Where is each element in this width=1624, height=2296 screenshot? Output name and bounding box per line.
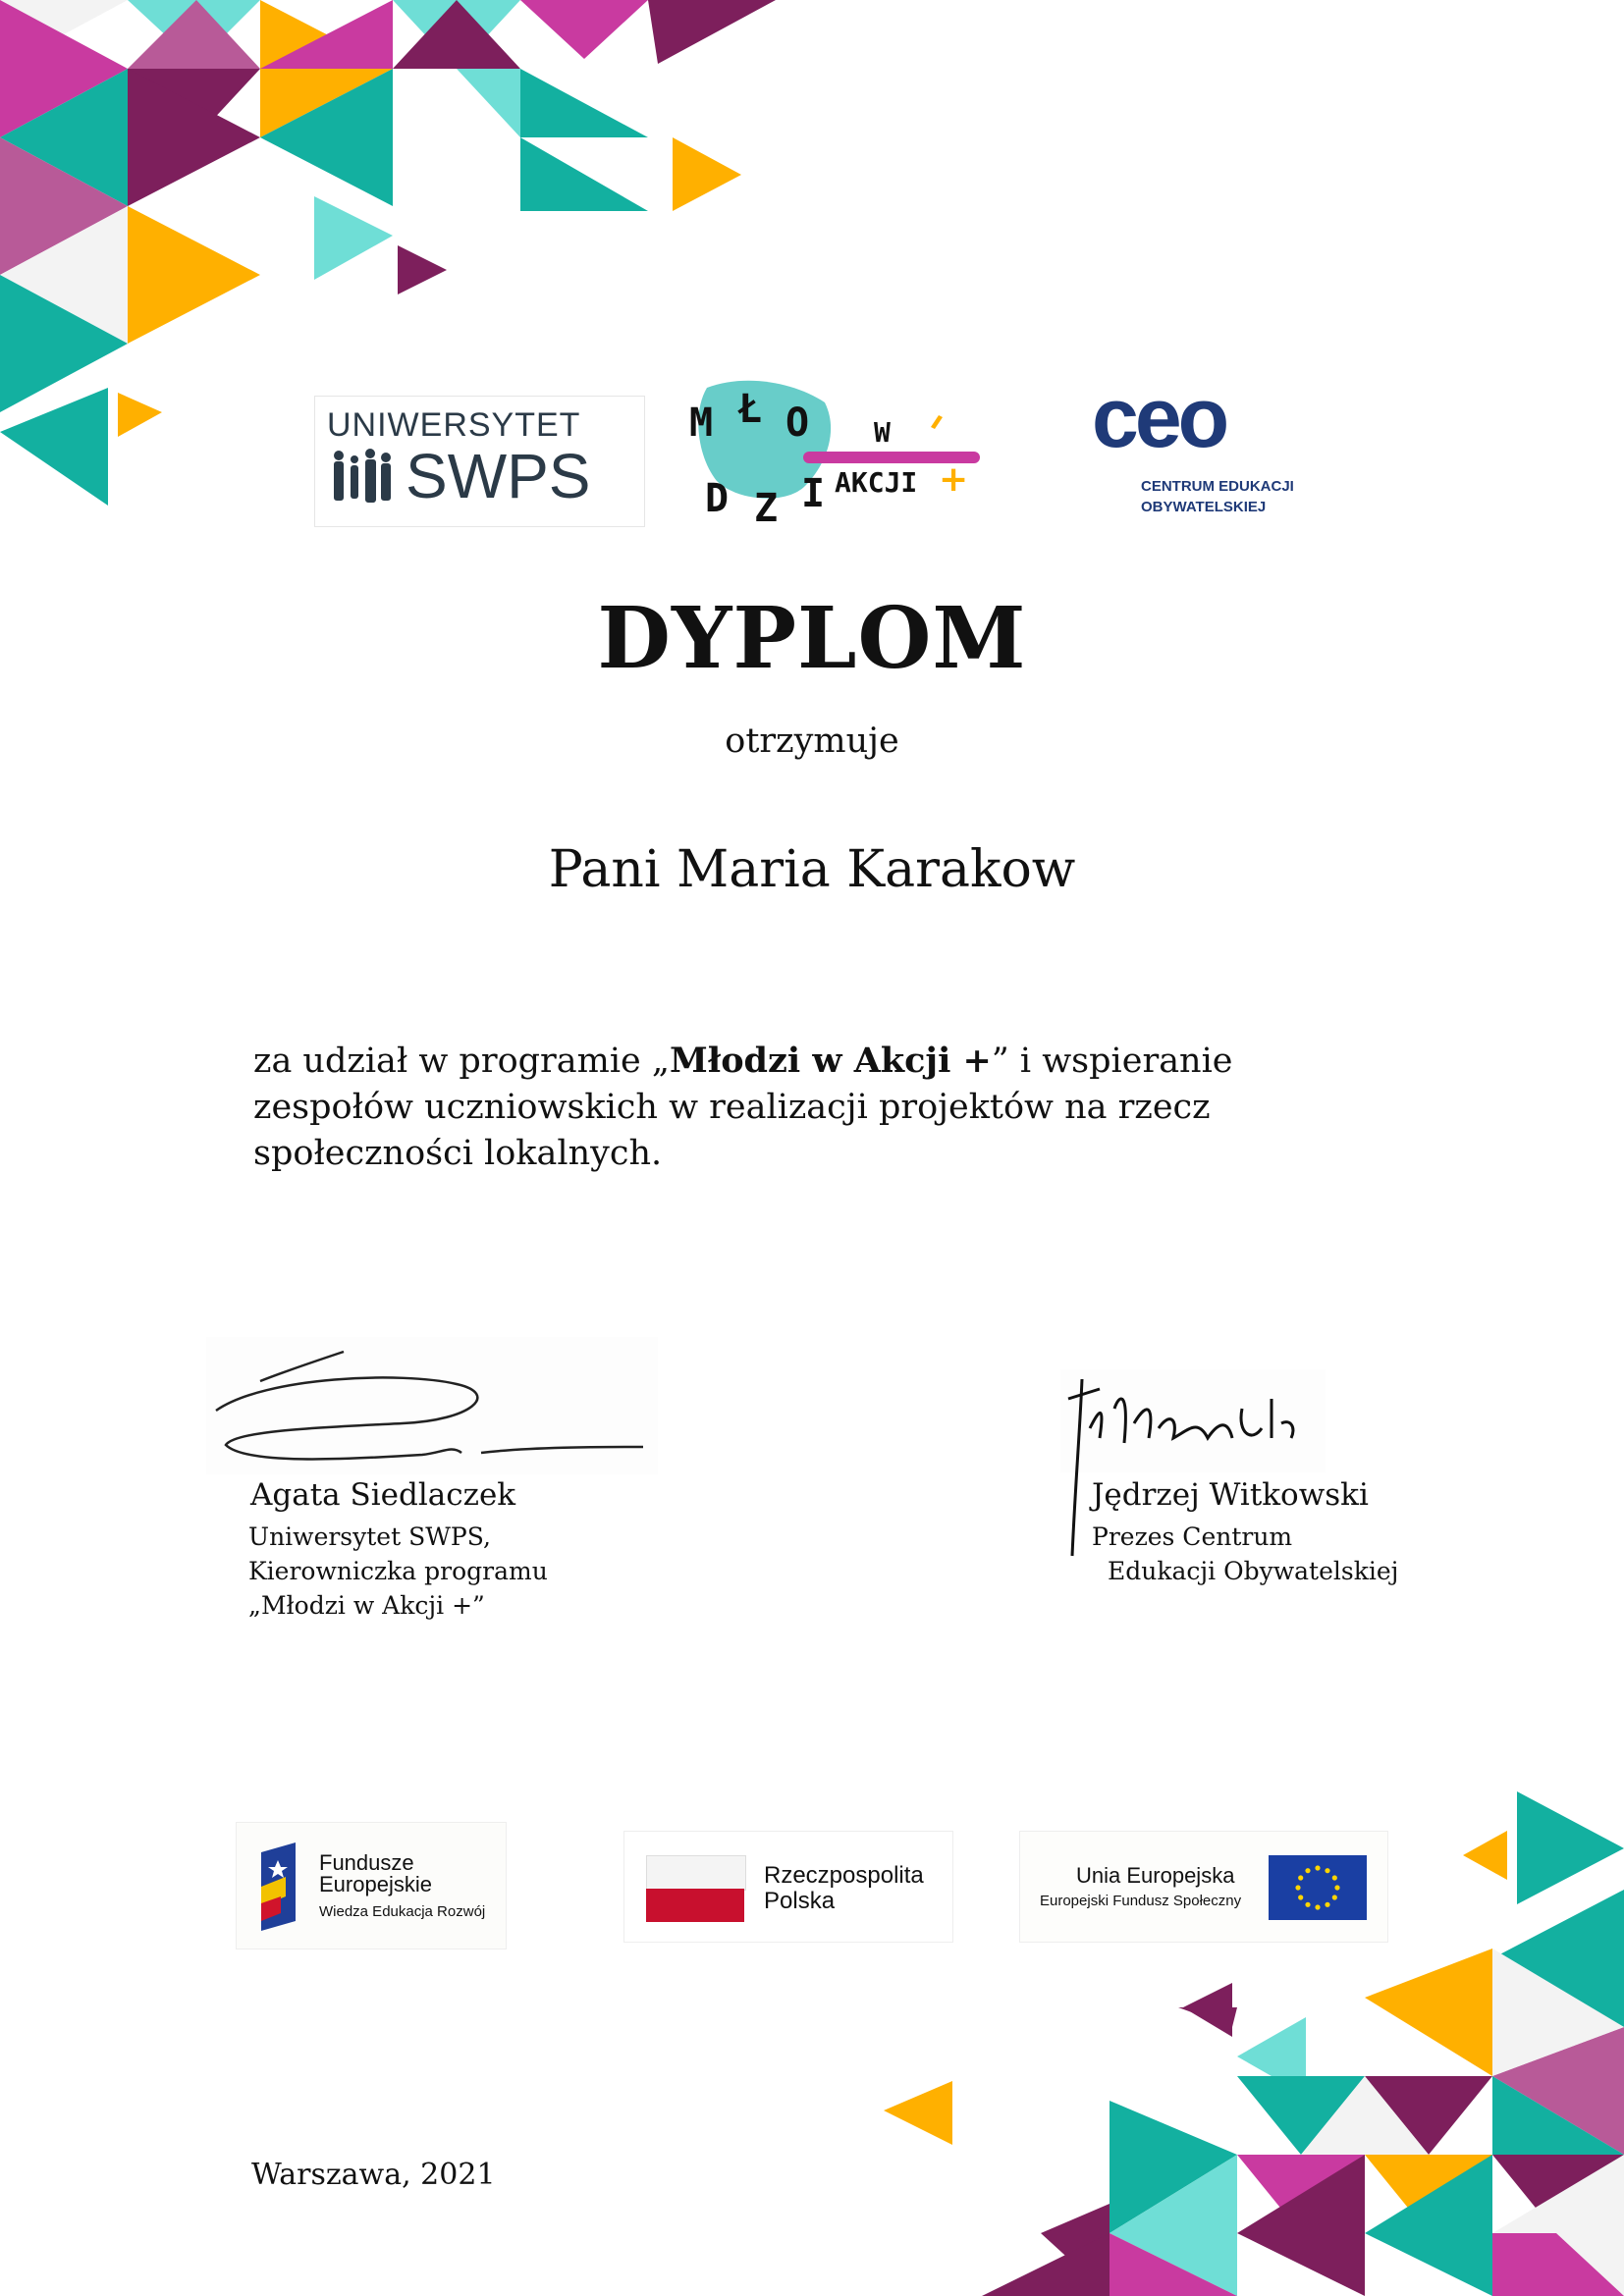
mlodzi-w: W — [874, 416, 891, 449]
eu-star-icon — [1334, 1885, 1339, 1890]
left-signatory-role-3: „Młodzi w Akcji +” — [248, 1591, 485, 1620]
place-and-date: Warszawa, 2021 — [251, 2158, 496, 2192]
swps-logo — [314, 396, 645, 527]
eu-star-icon — [1325, 1902, 1329, 1907]
eu-star-icon — [1315, 1865, 1320, 1870]
ceo-logo — [1080, 371, 1335, 525]
fe-line3: Wiedza Edukacja Rozwój — [319, 1903, 486, 1920]
left-signature — [206, 1337, 658, 1474]
eu-star-icon — [1305, 1902, 1310, 1907]
diploma-title: DYPLOM — [597, 589, 1027, 688]
mlodzi-letter-m: M — [689, 400, 714, 446]
flag-red-stripe — [646, 1889, 744, 1922]
eu-flag-icon — [1269, 1855, 1367, 1920]
left-signatory-role-1: Uniwersytet SWPS, — [248, 1522, 491, 1551]
mlodzi-letter-o: O — [785, 400, 810, 446]
mlodzi-akcji: AKCJI — [835, 466, 918, 499]
rp-line2: Polska — [764, 1888, 836, 1914]
ceo-logo-mark: ceo — [1092, 371, 1226, 465]
eu-star-icon — [1298, 1875, 1303, 1880]
eu-star-icon — [1305, 1868, 1310, 1873]
left-signatory-role-2: Kierowniczka programu — [248, 1557, 548, 1585]
mlodzi-letter-i: I — [801, 471, 826, 516]
description-text-after: ” i wspieranie zespołów uczniowskich w realizacji projektów na rzecz społeczności lokalnych. — [253, 1041, 1233, 1173]
fe-line1: Fundusze — [319, 1850, 414, 1875]
fe-line2: Europejskie — [319, 1872, 432, 1896]
mlodzi-letter-z: Z — [754, 486, 779, 531]
eu-star-icon — [1298, 1895, 1303, 1899]
description-text-before: za udział w programie „ — [253, 1041, 670, 1081]
ue-line2: Europejski Fundusz Społeczny — [1040, 1893, 1242, 1909]
ue-line1: Unia Europejska — [1076, 1863, 1235, 1888]
ceo-logo-line2: OBYWATELSKIEJ — [1141, 499, 1267, 515]
right-signatory-role-2: Edukacji Obywatelskiej — [1108, 1557, 1399, 1585]
recipient-name: Pani Maria Karakow — [548, 840, 1076, 899]
swps-logo-line2: SWPS — [406, 441, 591, 511]
people-silhouette-icon — [329, 446, 398, 519]
flag-white-stripe — [646, 1855, 746, 1891]
program-name: Młodzi w Akcji + — [670, 1041, 992, 1081]
mlodzi-letter-d: D — [705, 476, 730, 521]
rzeczpospolita-polska-logo — [623, 1831, 953, 1943]
mlodzi-w-akcji-logo — [677, 373, 1011, 550]
eu-star-icon — [1332, 1895, 1337, 1899]
right-signatory-name: Jędrzej Witkowski — [1092, 1477, 1369, 1513]
receives-label: otrzymuje — [725, 721, 899, 761]
mlodzi-plus: + — [939, 459, 969, 500]
right-signatory-role-1: Prezes Centrum — [1092, 1522, 1293, 1551]
mlodzi-letter-l: Ł — [738, 387, 763, 432]
eu-star-icon — [1295, 1885, 1300, 1890]
fundusze-europejskie-logo — [236, 1822, 507, 1949]
swps-logo-line1: UNIWERSYTET — [327, 406, 581, 444]
fundusze-europejskie-icon — [256, 1842, 305, 1931]
eu-star-icon — [1332, 1875, 1337, 1880]
eu-star-icon — [1325, 1868, 1329, 1873]
rp-line1: Rzeczpospolita — [764, 1862, 924, 1889]
diploma-description — [253, 1038, 1373, 1177]
eu-star-icon — [1315, 1904, 1320, 1909]
unia-europejska-logo — [1019, 1831, 1388, 1943]
ceo-logo-line1: CENTRUM EDUKACJI — [1141, 478, 1294, 495]
left-signatory-name: Agata Siedlaczek — [250, 1477, 516, 1513]
